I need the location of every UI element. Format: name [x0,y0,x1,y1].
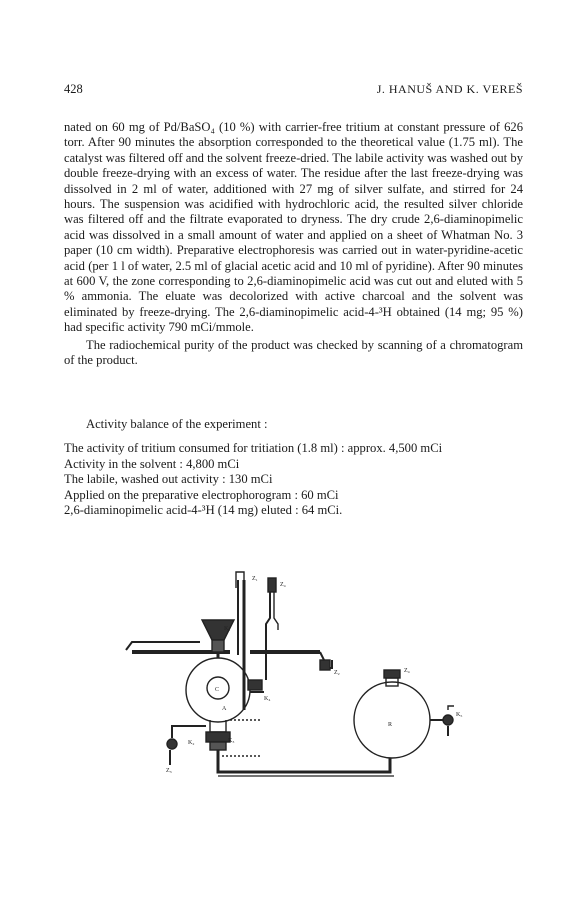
activity-balance-title: Activity balance of the experiment : [86,417,268,431]
page-header [64,82,523,102]
label-k5: K₅ [456,712,463,718]
paragraph: The radiochemical purity of the product was checked by scanning of a chromatogram of the product. [64,337,523,368]
balance-row: Applied on the preparative electrophorogram : 60 mCi [64,487,339,502]
page-number: 428 [64,82,83,96]
label-k4: K₄ [264,696,271,702]
paragraph: nated on 60 mg of Pd/BaSO₄ (10 %) with carrier-free tritium at constant pressure of 626 torr. After 90 minutes the absorption corresponded to the theoretical value (1.75 ml). The catalyst was filtered off and the solvent freeze-dried. The labile activity was washed out by double freeze-drying with an excess of water. The residue after the last freeze-drying was dissolved in 2 ml of water, additioned with 27 mg of silver sulfate, and stirred for 24 hours. The suspension was acidified with hydrochloric acid, the resulted silver chloride was filtered off and the filtrate evaporated to dryness. The dry crude 2,6-diaminopimelic acid was dissolved in a small amount of water and applied on a sheet of Whatman No. 3 paper (10 cm width). Preparative electrophoresis was carried out in water-pyridine-acetic acid (per 1 l of water, 2.5 ml of glacial acetic acid and 10 ml of pyridine). After 90 minutes at 600 V, the zone corresponding to 2,6-diaminopimelic acid was cut out and eluted with 5 % ammonia. The eluate was decolorized with active charcoal and the solvent was eliminated by freeze-drying. The 2,6-diaminopimelic acid-4-³H obtained (14 mg; 95 %) had specific activity 790 mCi/mmole. [64,120,523,335]
label-z3: Z₃ [166,768,172,774]
balance-row: The activity of tritium consumed for tritiation (1.8 ml) : approx. 4,500 mCi [64,441,443,456]
label-z4: Z₄ [280,582,286,588]
label-z2: Z₂ [334,670,340,676]
label-z5: Z₄ [404,668,410,674]
body-text [64,120,523,369]
balance-row: Activity in the solvent : 4,800 mCi [64,456,240,471]
label-z1: Z₁ [252,576,258,582]
running-head: J. HANUŠ AND K. VEREŠ [376,82,523,96]
label-k3: K₃ [228,738,235,744]
activity-balance [64,417,534,518]
label-r: R [388,722,393,728]
label-k1: K₁ [224,626,231,632]
balance-row: 2,6-diaminopimelic acid-4-³H (14 mg) eluted : 64 mCi. [64,503,343,518]
label-a: A [222,706,227,712]
balance-row: The labile, washed out activity : 130 mCi [64,472,273,487]
apparatus-figure [110,560,485,800]
label-k2: K₂ [188,740,195,746]
label-c: C [215,687,220,693]
